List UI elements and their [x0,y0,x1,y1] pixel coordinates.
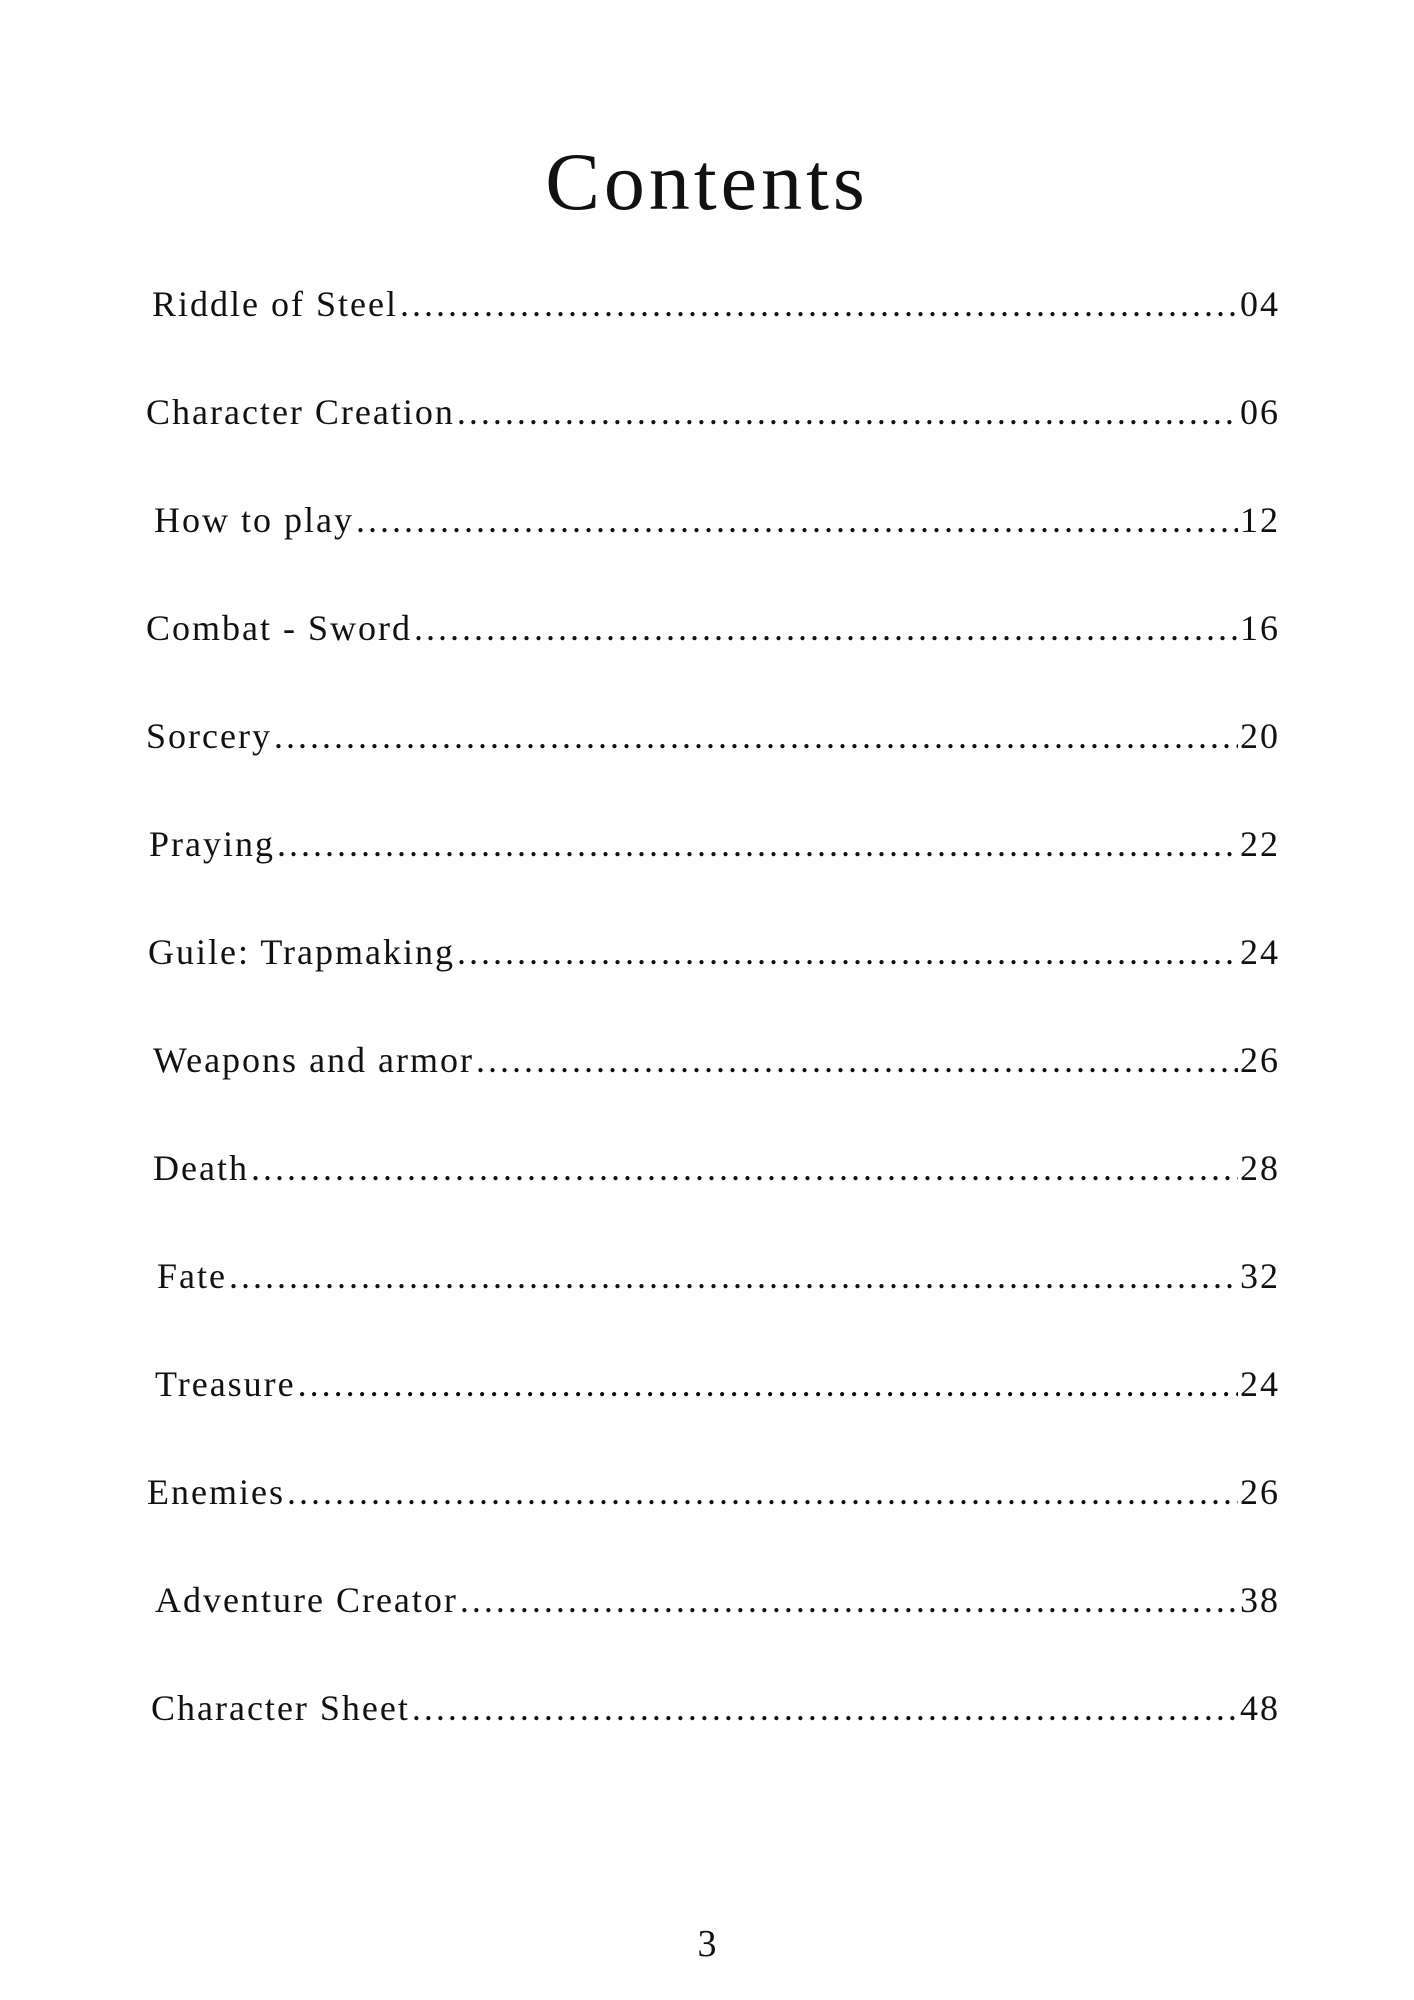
toc-entry-guile-trapmaking[interactable] [146,926,1280,1034]
toc-entry-page: 28 [1240,1148,1280,1188]
dot-leader [356,494,1238,546]
dot-leader [298,1358,1238,1410]
dot-leader [414,602,1238,654]
table-of-contents [146,278,1280,1790]
toc-entry-sorcery[interactable] [146,710,1280,818]
toc-entry-combat-sword[interactable] [146,602,1280,710]
toc-entry-page: 20 [1240,716,1280,756]
toc-entry-page: 32 [1240,1256,1280,1296]
toc-entry-how-to-play[interactable] [146,494,1280,602]
toc-entry-praying[interactable] [146,818,1280,926]
toc-entry-page: 24 [1240,1364,1280,1404]
toc-entry-label: Treasure [155,1364,296,1404]
dot-leader [476,1034,1238,1086]
toc-entry-label: Sorcery [146,716,272,756]
toc-entry-page: 06 [1240,392,1280,432]
page-title: Contents [545,136,869,227]
dot-leader [457,386,1238,438]
toc-entry-label: Guile: Trapmaking [148,932,456,972]
page-number: 3 [697,1923,717,1965]
toc-entry-enemies[interactable] [146,1466,1280,1574]
toc-entry-label: Praying [149,824,275,864]
toc-entry-label: Combat - Sword [146,608,412,648]
dot-leader [412,1682,1238,1734]
toc-entry-character-sheet[interactable] [146,1682,1280,1790]
toc-entry-fate[interactable] [146,1250,1280,1358]
toc-entry-riddle-of-steel[interactable] [146,278,1280,386]
dot-leader [457,926,1238,978]
toc-entry-character-creation[interactable] [146,386,1280,494]
toc-entry-treasure[interactable] [146,1358,1280,1466]
dot-leader [251,1142,1238,1194]
dot-leader [460,1574,1238,1626]
toc-entry-label: Character Creation [146,392,455,432]
toc-entry-label: Riddle of Steel [152,284,398,324]
toc-entry-page: 26 [1240,1040,1280,1080]
toc-entry-label: Fate [157,1256,227,1296]
dot-leader [287,1466,1238,1518]
toc-entry-page: 38 [1240,1580,1280,1620]
toc-entry-label: Weapons and armor [153,1040,474,1080]
toc-entry-death[interactable] [146,1142,1280,1250]
toc-entry-page: 26 [1240,1472,1280,1512]
dot-leader [277,818,1238,870]
toc-entry-label: Enemies [147,1472,285,1512]
toc-entry-adventure-creator[interactable] [146,1574,1280,1682]
toc-entry-label: How to play [154,500,354,540]
toc-entry-page: 04 [1240,284,1280,324]
toc-entry-label: Character Sheet [151,1688,410,1728]
dot-leader [400,278,1238,330]
toc-entry-label: Death [153,1148,249,1188]
dot-leader [274,710,1238,762]
toc-entry-page: 16 [1240,608,1280,648]
toc-entry-label: Adventure Creator [155,1580,458,1620]
toc-entry-weapons-and-armor[interactable] [146,1034,1280,1142]
toc-entry-page: 24 [1240,932,1280,972]
toc-entry-page: 22 [1240,824,1280,864]
toc-entry-page: 48 [1240,1688,1280,1728]
dot-leader [229,1250,1238,1302]
toc-entry-page: 12 [1240,500,1280,540]
